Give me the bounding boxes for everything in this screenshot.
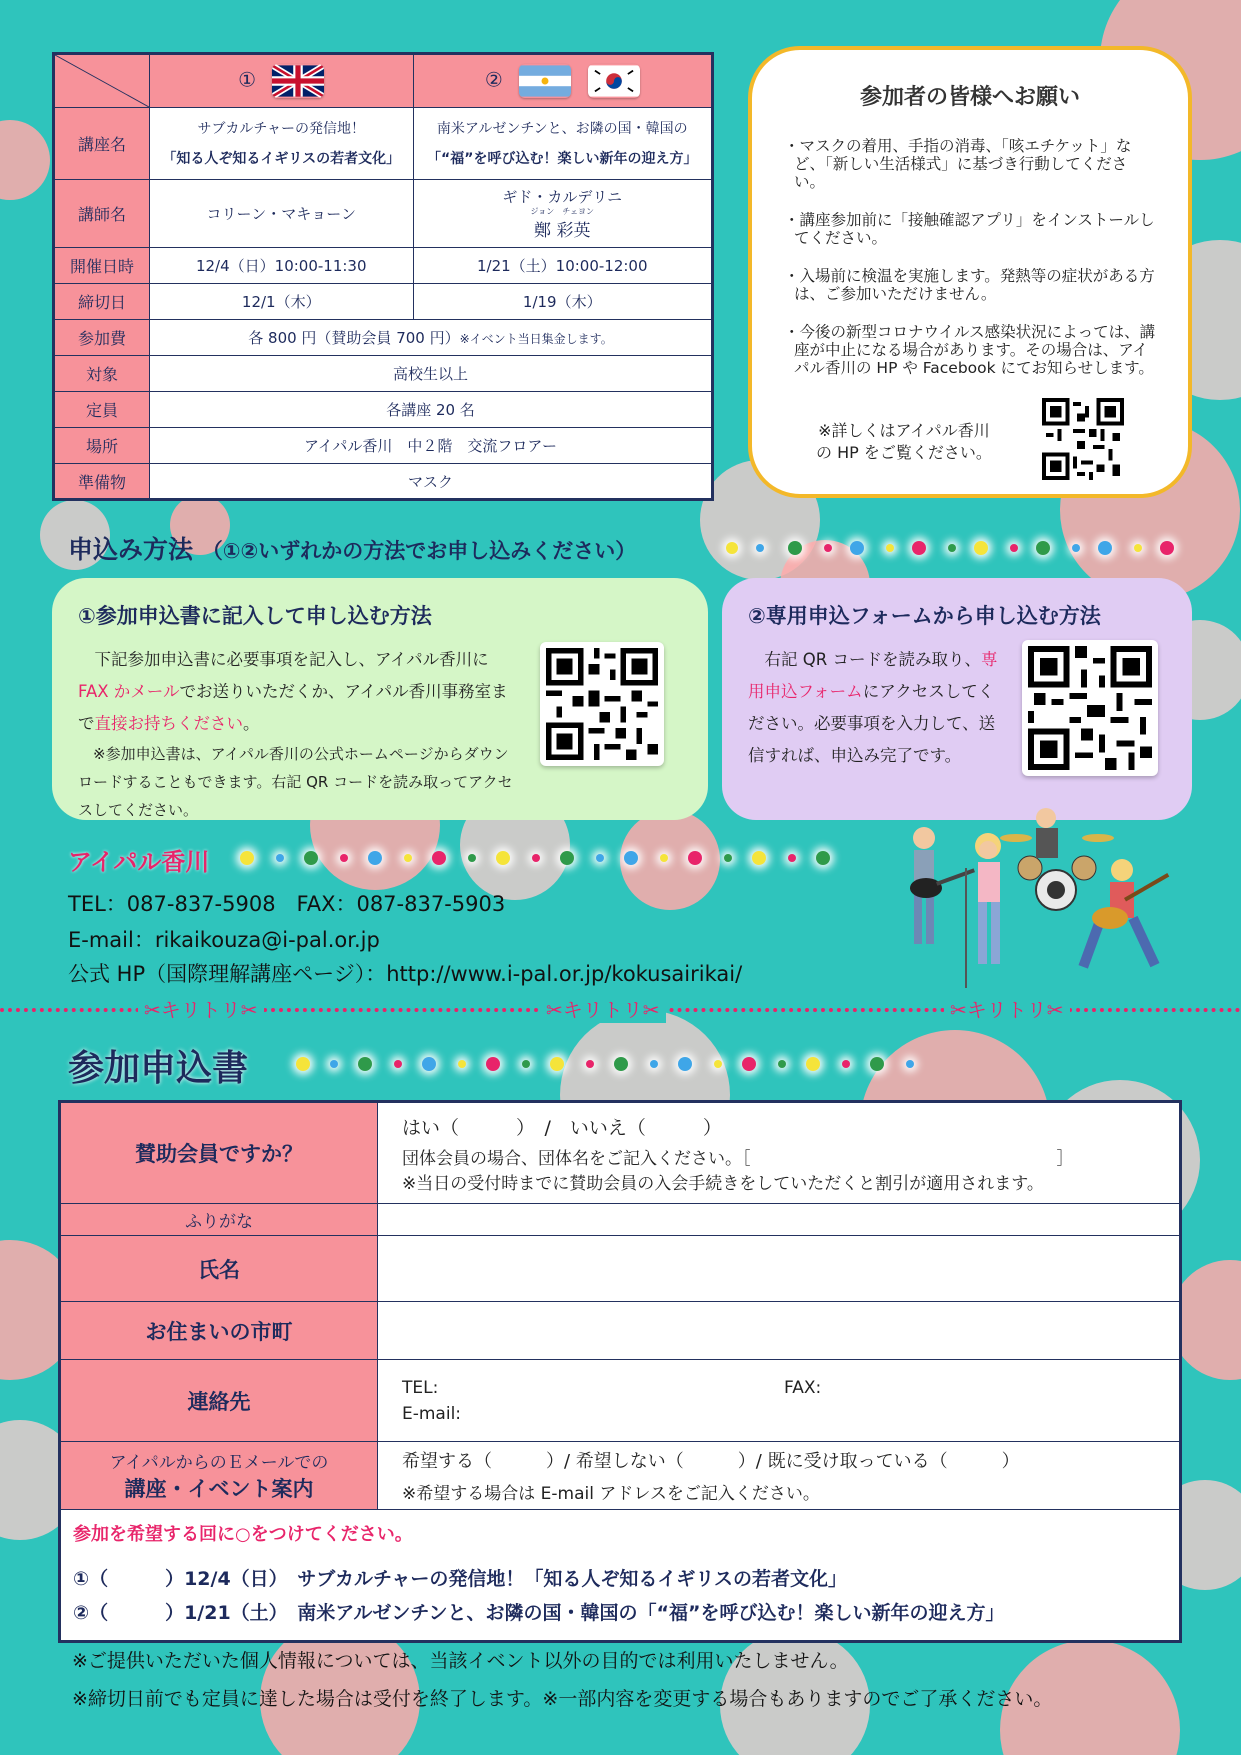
method-heading-main: 申込み方法 [68, 535, 194, 564]
furigana-label: ふりがな [60, 1204, 378, 1236]
course2-teacher-2: 鄭 彩英 [534, 221, 591, 241]
contact-tel-fax: TEL：087-837-5908 FAX：087-837-5903 [68, 892, 506, 916]
argentina-flag-icon [519, 64, 571, 98]
course2-datetime: 1/21（土）10:00-12:00 [413, 248, 712, 284]
course1-datetime: 12/4（日）10:00-11:30 [150, 248, 414, 284]
uk-flag-icon [272, 64, 324, 98]
member-field[interactable] [378, 1102, 1181, 1204]
row-label-place: 場所 [54, 428, 150, 464]
notice-item: ・講座参加前に「接触確認アプリ」をインストールしてください。 [784, 211, 1155, 247]
course2-number: ② [484, 67, 503, 92]
privacy-note: ※ご提供いただいた個人情報については、当該イベント以外の目的では利用いたしません。 [72, 1650, 849, 1672]
email-info-choices[interactable]: 希望する（ ）/ 希望しない（ ）/ 既に受け取っている（ ） [402, 1451, 1020, 1472]
place-value: アイパル香川 中２階 交流フロアー [150, 428, 713, 464]
method2-text [748, 644, 998, 772]
course2-deadline: 1/19（木） [413, 284, 712, 320]
tel-field-label[interactable]: TEL: [402, 1377, 439, 1398]
course2-teacher-2-ruby: ジョン チェヨン [530, 207, 595, 216]
korea-flag-icon [588, 64, 640, 98]
course-info-table [52, 52, 714, 501]
email-info-note: ※希望する場合は E-mail アドレスをご記入ください。 [402, 1484, 820, 1504]
course2-header [413, 54, 712, 108]
course1-title-line2: 「知る人ぞ知るイギリスの若者文化」 [162, 150, 401, 167]
email-info-field[interactable] [378, 1442, 1181, 1510]
method-heading [68, 530, 636, 566]
fee-note: ※イベント当日集金します。 [459, 332, 613, 346]
city-field[interactable] [378, 1302, 1181, 1360]
method1-text-b: でお送りいただくか、アイパル香川事務室まで [78, 682, 508, 733]
row-label-teacher: 講師名 [54, 180, 150, 248]
course1-title-line1: サブカルチャーの発信地！ [197, 120, 365, 137]
singer [966, 833, 1001, 988]
fee-text: 各 800 円（賛助会員 700 円） [248, 329, 460, 347]
course1-number: ① [238, 67, 257, 92]
city-label: お住まいの市町 [60, 1302, 378, 1360]
decorative-dots [296, 1054, 936, 1074]
contact-field[interactable] [378, 1360, 1181, 1442]
contact-email[interactable]: E-mail：rikaikouza@i-pal.or.jp [68, 928, 380, 952]
row-label-course: 講座名 [54, 108, 150, 180]
course2-title [413, 108, 712, 180]
course1-title [150, 108, 414, 180]
method2-text-b: にアクセスしてください。必要事項を入力して、送信すれば、申込み完了です。 [748, 682, 996, 765]
member-discount-note: ※当日の受付時までに賛助会員の入会手続きをしていただくと割引が適用されます。 [402, 1173, 1044, 1194]
download-qr-code-icon[interactable] [540, 642, 664, 766]
method1-text-a: 下記参加申込書に必要事項を記入し、アイパル香川に [78, 650, 489, 669]
rock-band-illustration [896, 798, 1192, 1002]
bg-bubble [0, 120, 50, 200]
notice-item: ・今後の新型コロナウイルス感染状況によっては、講座が中止になる場合があります。その場合は、アイパル香川の HP や Facebook にてお知らせします。 [784, 323, 1156, 377]
course-choice-title: 参加を希望する回に○をつけてください。 [73, 1524, 413, 1545]
member-yes-no[interactable]: はい（ ） / いいえ（ ） [402, 1116, 722, 1139]
notice-more-line1: ※詳しくはアイパル香川 [818, 421, 990, 440]
course1-teacher: コリーン・マキョーン [150, 180, 414, 248]
method2-highlight-form: 専用申込フォーム [748, 650, 998, 701]
method1-note: ※参加申込書は、アイパル香川の公式ホームページからダウンロードすることもできます。右記 QR コードを読み取ってアクセスしてください。 [78, 745, 513, 819]
email-field-label[interactable]: E-mail: [402, 1403, 462, 1424]
row-label-datetime: 開催日時 [54, 248, 150, 284]
email-info-label-line1: アイパルからのＥメールでの [109, 1453, 329, 1473]
furigana-field[interactable] [378, 1204, 1181, 1236]
row-label-target: 対象 [54, 356, 150, 392]
name-label: 氏名 [60, 1236, 378, 1302]
org-name: アイパル香川 [68, 848, 210, 876]
cut-label: ✂キリトリ✂ [138, 994, 264, 1023]
course2-title-line1: 南米アルゼンチンと、お隣の国・韓国の [436, 120, 688, 137]
notice-list [782, 137, 1158, 377]
fax-field-label[interactable]: FAX: [784, 1377, 822, 1398]
course-choice-area[interactable] [60, 1510, 1181, 1642]
email-info-label-line2: 講座・イベント案内 [124, 1477, 314, 1501]
course1-header [150, 54, 414, 108]
capacity-note: ※締切日前でも定員に達した場合は受付を終了します。※一部内容を変更する場合もありますのでご了承ください。 [72, 1688, 1053, 1710]
row-label-deadline: 締切日 [54, 284, 150, 320]
method2-title: ②専用申込フォームから申し込む方法 [748, 604, 1101, 628]
notice-item: ・マスクの着用、手指の消毒、「咳エチケット」など、「新しい生活様式」に基づき行動してください。 [784, 137, 1132, 191]
table-corner-cell [54, 54, 150, 108]
notice-item: ・入場前に検温を実施します。発熱等の症状がある方は、ご参加いただけません。 [784, 267, 1155, 303]
contact-label: 連絡先 [60, 1360, 378, 1442]
contact-homepage[interactable]: 公式 HP（国際理解講座ページ）：http://www.i-pal.or.jp/kokusairikai/ [68, 962, 743, 986]
course-choice-2[interactable]: ②（ ）1/21（土） 南米アルゼンチンと、お隣の国・韓国の「“福”を呼び込む！楽しい新年の迎え方」 [73, 1602, 1005, 1624]
row-label-fee: 参加費 [54, 320, 150, 356]
name-field[interactable] [378, 1236, 1181, 1302]
method1-text [78, 644, 518, 740]
cut-label: ✂キリトリ✂ [540, 994, 666, 1023]
member-label: 賛助会員ですか？ [60, 1102, 378, 1204]
items-value: マスク [150, 464, 713, 500]
form-qr-code-icon[interactable] [1022, 640, 1158, 776]
group-name-field[interactable]: 団体会員の場合、団体名をご記入ください。［ ］ [402, 1148, 1074, 1169]
course-choice-1[interactable]: ①（ ）12/4（日） サブカルチャーの発信地！「知る人ぞ知るイギリスの若者文化」 [73, 1568, 848, 1590]
method1-box [52, 578, 708, 820]
method1-highlight-fax-mail: FAX かメール [78, 682, 180, 701]
method2-text-a: 右記 QR コードを読み取り、 [748, 650, 981, 669]
row-label-capacity: 定員 [54, 392, 150, 428]
drum-kit [1000, 808, 1114, 910]
course2-teacher [413, 180, 712, 248]
form-title: 参加申込書 [68, 1048, 249, 1089]
method1-title: ①参加申込書に記入して申し込む方法 [78, 604, 432, 628]
method1-highlight-bring: 直接お持ちください [94, 714, 243, 733]
notice-box [748, 46, 1192, 498]
notice-title: 参加者の皆様へお願い [859, 85, 1080, 110]
fee-value [150, 320, 713, 356]
method-heading-sub: （①②いずれかの方法でお申し込みください） [201, 539, 637, 563]
decorative-dots [240, 848, 870, 868]
row-label-items: 準備物 [54, 464, 150, 500]
application-form-table [58, 1100, 1182, 1643]
target-value: 高校生以上 [150, 356, 713, 392]
cut-label: ✂キリトリ✂ [944, 994, 1070, 1023]
decorative-dots [726, 538, 1206, 558]
method1-text-c: 。 [243, 714, 260, 733]
method2-box [722, 578, 1192, 820]
course2-title-line2: 「“福”を呼び込む！楽しい新年の迎え方」 [427, 150, 698, 167]
notice-more-text [816, 420, 992, 464]
email-info-label [60, 1442, 378, 1510]
capacity-value: 各講座 20 名 [150, 392, 713, 428]
course2-teacher-1: ギド・カルデリニ [502, 188, 623, 206]
course1-deadline: 12/1（木） [150, 284, 414, 320]
notice-more-line2: の HP をご覧ください。 [816, 443, 992, 462]
hp-qr-code-icon[interactable] [1042, 398, 1124, 484]
